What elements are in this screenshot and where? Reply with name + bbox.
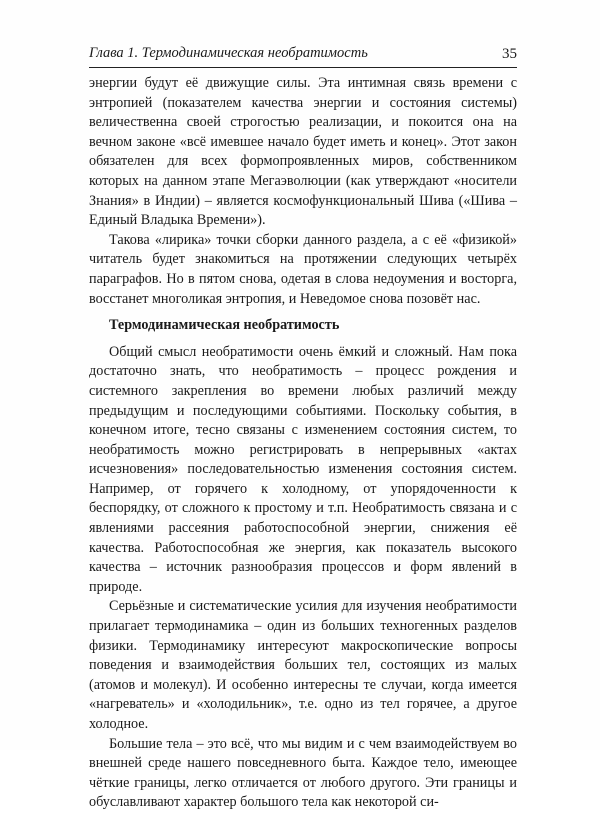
- paragraph-large-bodies: Большие тела – это всё, что мы видим и с чем взаимодействуем во внешней среде нашего повседневного быта. Каждое тело, имеющее чёткие границы, легко отличается от любого другого. Эти границы и обуславливают характер большого тела как некоторой си-: [89, 735, 517, 811]
- paragraph-thermodynamics: Серьёзные и систематические усилия для изучения необратимости прилагает термодинамика – один из больших техногенных разделов физики. Термодинамику интересуют макроскопические вопросы поведения и взаимодействия больших тел, состоящих из малых (атомов и молекул). И особенно интересны те случаи, когда имеется «нагреватель» и «холодильник», т.е. одно из тел горячее, а другое холодное.: [89, 598, 517, 732]
- running-header: [89, 44, 517, 68]
- page-body: [89, 74, 517, 813]
- chapter-title: Глава 1. Термодинамическая необратимость: [89, 45, 368, 61]
- section-heading: Термодинамическая необратимость: [109, 317, 340, 334]
- paragraph-continuation: энергии будут её движущие силы. Эта интимная связь времени с энтропией (показателем качества энергии и состояния системы) величественна своей строгостью реализации, и покоится она на вечном законе «всё имевшее начало будет иметь и конец». Этот закон обязателен для всех формопроявленных миров, собственником которых на данном этапе Мегаэволюции (как утверждают «носители Знания» в Индии) – является космофункциональный Шива («Шива – Единый Владыка Времени»).: [89, 75, 517, 229]
- header-divider: [89, 67, 517, 68]
- page-number: 35: [502, 46, 517, 62]
- paragraph-irreversibility-meaning: Общий смысл необратимости очень ёмкий и сложный. Нам пока достаточно знать, что необратимость – процесс рождения и системного закрепления во времени любых различий между предыдущим и последующими событиями. Поскольку события, в конечном итоге, тесно связаны с изменением состояния систем, то необратимость можно регистрировать в непрерывных «актах исчезновения» последовательностью изменения состояния систем. Например, от горячего к холодному, от упорядоченности к беспорядку, от сложного к простому и т.п. Необратимость связана и с явлениями рассеяния работоспособной энергии, снижения её качества. Работоспособная же энергия, как показатель высокого качества – источник разнообразия процессов и форм явлений в природе.: [89, 343, 517, 595]
- paragraph-lyrics: Такова «лирика» точки сборки данного раздела, а с её «физикой» читатель будет знакомиться на протяжении следующих четырёх параграфов. Но в пятом снова, одетая в слова недоумения и восторга, восстанет многоликая энтропия, и Неведомое снова позовёт нас.: [89, 231, 517, 307]
